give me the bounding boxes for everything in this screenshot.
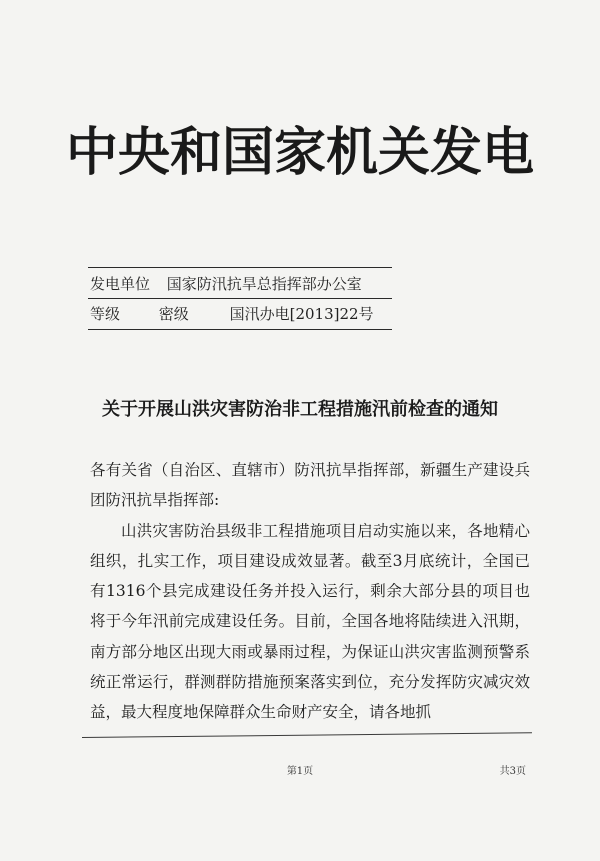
sender-row <box>90 274 362 294</box>
body-paragraph: 山洪灾害防治县级非工程措施项目启动实施以来，各地精心组织，扎实工作，项目建设成效显著。截至3月底统计，全国已有1316个县完成建设任务并投入运行，剩余大部分县的项目也将于今年汛前完成建设任务。目前，全国各地将陆续进入汛期，南方部分地区出现大雨或暴雨过程，为保证山洪灾害监测预警系统正常运行，群测群防措施预案落实到位，充分发挥防灾减灾效益，最大程度地保障群众生命财产安全，请各地抓 <box>90 521 530 722</box>
level-label: 等级 <box>90 305 121 323</box>
secret-label: 密级 <box>158 305 189 323</box>
sender-value: 国家防汛抗旱总指挥部办公室 <box>166 275 362 293</box>
document-title: 关于开展山洪灾害防治非工程措施汛前检查的通知 <box>102 399 498 420</box>
doc-number: 国汛办电[2013]22号 <box>229 305 374 323</box>
meta-middle-rule <box>88 298 392 299</box>
hand-drawn-underline <box>82 732 532 738</box>
masthead-title: 中央和国家机关发电 <box>65 123 534 183</box>
meta-top-rule <box>88 267 392 268</box>
meta-bottom-rule <box>88 329 392 330</box>
salutation: 各有关省（自治区、直辖市）防汛抗旱指挥部，新疆生产建设兵团防汛抗旱指挥部: <box>90 461 530 510</box>
level-row <box>90 304 374 324</box>
document-body <box>90 455 530 728</box>
sender-label: 发电单位 <box>90 275 151 293</box>
total-pages: 共3页 <box>499 766 526 777</box>
page-number: 第1页 <box>286 766 314 777</box>
